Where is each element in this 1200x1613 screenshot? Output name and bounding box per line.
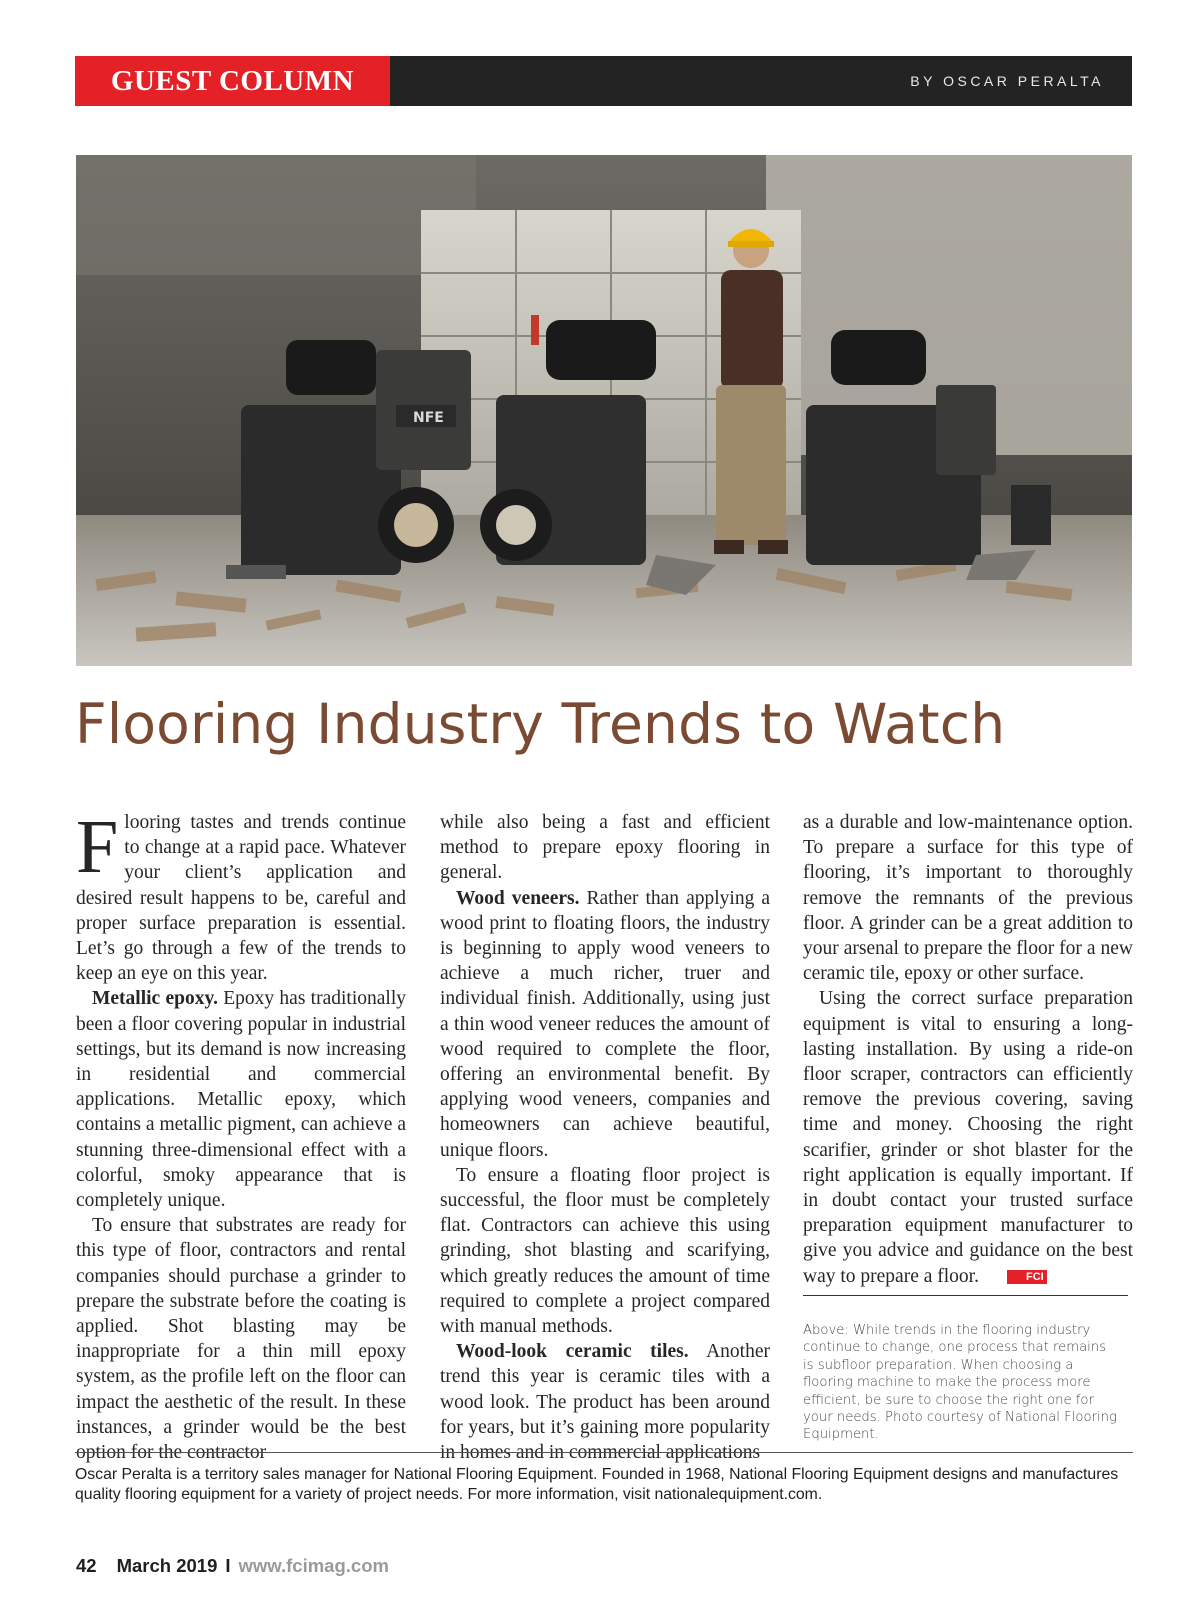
subhead-ceramic-tiles: Wood-look ceramic tiles. [456,1341,689,1363]
closing-paragraph [803,986,1133,1288]
intro-text: looring tastes and trends continue to change at a rapid pace. Whatever your client’s application and desired result happens to be, careful and proper surface preparation is essential. Let’s go through a few of the trends to keep an eye on this year. [76,812,406,985]
drop-cap: F [76,805,119,889]
machine-badge: NFE [413,410,444,426]
hero-photo-illustration [76,155,1132,666]
ceiling-insulation [76,155,476,275]
metallic-epoxy-paragraph [76,986,406,1213]
wood-veneers-paragraph [440,886,770,1163]
magazine-url[interactable]: www.fcimag.com [238,1555,389,1576]
page-footer [76,1555,389,1577]
fci-end-mark-icon: FCI [1007,1270,1047,1284]
article-headline: Flooring Industry Trends to Watch [75,692,1006,756]
body-column-2 [440,810,770,1465]
floating-floor-paragraph: To ensure a floating floor project is successful, the floor must be completely flat. Contractors can achieve this using grinding, shot blasting and scarifying, which greatly reduces the amount of time required to complete a project compared with manual methods. [440,1164,770,1338]
ceramic-tiles-text: Another trend this year is ceramic tiles with a wood look. The product has been around for years, but it’s gaining more popularity in homes and in commercial applications [440,1341,770,1464]
section-header-bar [75,56,1132,106]
subhead-metallic-epoxy: Metallic epoxy. [92,988,219,1010]
photo-caption: Above: While trends in the flooring industry continue to change, one process that remains is subfloor preparation. When choosing a flooring machine to make the process more efficient, be sure to choose the right one for your needs. Photo courtesy of National Flooring Equipment. [803,1323,1117,1443]
caption-divider [803,1295,1128,1296]
body-column-3 [803,810,1133,1289]
subhead-wood-veneers: Wood veneers. [456,887,580,909]
author-byline: BY OSCAR PERALTA [910,73,1104,89]
page-number: 42 [76,1555,97,1576]
closing-text: Using the correct surface preparation equipment is vital to ensuring a long-lasting installation. By using a ride-on floor scraper, contractors can efficiently remove the previous covering, saving time and money. Choosing the right scarifier, grinder or shot blaster for the right application is equally important. If in doubt contact your trusted surface preparation equipment manufacturer to give you advice and guidance on the best way to prepare a floor. [803,988,1133,1287]
durable-paragraph: as a durable and low-maintenance option. To prepare a surface for this type of flooring, it’s important to thoroughly remove the remnants of the previous floor. A grinder can be a great addition to your arsenal to prepare the floor for a new ceramic tile, epoxy or other surface. [803,812,1133,985]
hero-photo [76,155,1132,666]
author-bio: Oscar Peralta is a territory sales manager for National Flooring Equipment. Founded in 1968, National Flooring Equipment designs and manufactures quality flooring equipment for a variety of project needs. For more information, visit nationalequipment.com. [75,1466,1119,1503]
footer-separator: I [225,1555,231,1576]
intro-paragraph [76,805,406,986]
issue-date: March 2019 [116,1555,218,1576]
continued-paragraph: while also being a fast and efficient method to prepare epoxy flooring in general. [440,812,770,884]
substrate-paragraph: To ensure that substrates are ready for this type of floor, contractors and rental companies should purchase a grinder to prepare the substrate before the coating is applied. Shot blasting may be inappropriate for a thin mill epoxy system, as the profile left on the floor can impact the aesthetic of the result. In these instances, a grinder would be the best option for the contractor [76,1215,406,1464]
ceramic-tiles-paragraph [440,1339,770,1465]
worker [714,229,788,554]
metallic-epoxy-text: Epoxy has traditionally been a floor covering popular in industrial settings, but its demand is now increasing in residential and commercial applications. Metallic epoxy, which contains a metallic pigment, can achieve a stunning three-dimensional effect with a colorful, smoky appearance that is completely unique. [76,988,406,1212]
wood-veneers-text: Rather than applying a wood print to floating floors, the industry is beginning to apply wood veneers to achieve a much richer, truer and individual finish. Additionally, using just a thin wood veneer reduces the amount of wood required to complete the floor, offering an environmental benefit. By applying wood veneers, companies and homeowners can achieve beautiful, unique floors. [440,887,770,1161]
bio-divider [75,1452,1133,1453]
section-label: GUEST COLUMN [75,56,390,106]
body-column-1 [76,805,406,1465]
